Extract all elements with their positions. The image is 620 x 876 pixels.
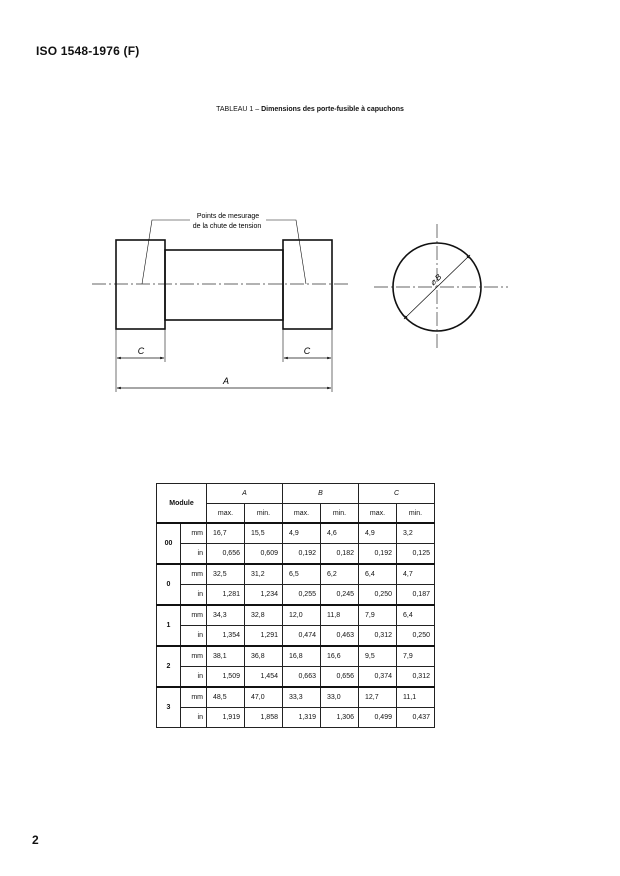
- module-cell: 3: [157, 687, 181, 728]
- value-cell: 1,858: [245, 708, 283, 728]
- value-cell: 1,454: [245, 667, 283, 688]
- table-row: [157, 687, 435, 708]
- value-cell: 3,2: [397, 523, 435, 544]
- value-cell: 7,9: [397, 646, 435, 667]
- value-cell: 0,125: [397, 544, 435, 565]
- value-cell: 1,509: [207, 667, 245, 688]
- value-cell: 1,234: [245, 585, 283, 606]
- unit-cell: in: [181, 667, 207, 688]
- value-cell: 6,2: [321, 564, 359, 585]
- value-cell: 33,0: [321, 687, 359, 708]
- value-cell: 0,499: [359, 708, 397, 728]
- value-cell: 0,609: [245, 544, 283, 565]
- dimensions-table: [156, 483, 435, 728]
- table-row: [157, 626, 435, 647]
- table-row: [157, 667, 435, 688]
- value-cell: 0,463: [321, 626, 359, 647]
- value-cell: 6,5: [283, 564, 321, 585]
- header-col-a: A: [207, 484, 283, 504]
- unit-cell: mm: [181, 564, 207, 585]
- value-cell: 0,437: [397, 708, 435, 728]
- value-cell: 48,5: [207, 687, 245, 708]
- module-cell: 00: [157, 523, 181, 564]
- value-cell: 11,1: [397, 687, 435, 708]
- subheader-cell: min.: [321, 504, 359, 524]
- module-cell: 1: [157, 605, 181, 646]
- right-cap: [283, 240, 332, 329]
- value-cell: 31,2: [245, 564, 283, 585]
- callout-leader-right: [266, 220, 306, 284]
- subheader-cell: min.: [397, 504, 435, 524]
- table-row: [157, 605, 435, 626]
- module-cell: 2: [157, 646, 181, 687]
- value-cell: 7,9: [359, 605, 397, 626]
- table-row: [157, 646, 435, 667]
- value-cell: 16,7: [207, 523, 245, 544]
- value-cell: 0,663: [283, 667, 321, 688]
- value-cell: 0,374: [359, 667, 397, 688]
- value-cell: 9,5: [359, 646, 397, 667]
- unit-cell: mm: [181, 646, 207, 667]
- value-cell: 4,9: [283, 523, 321, 544]
- table-title-prefix: TABLEAU 1 –: [216, 106, 262, 113]
- value-cell: 0,312: [359, 626, 397, 647]
- value-cell: 1,281: [207, 585, 245, 606]
- module-cell: 0: [157, 564, 181, 605]
- value-cell: 4,7: [397, 564, 435, 585]
- value-cell: 34,3: [207, 605, 245, 626]
- value-cell: 0,245: [321, 585, 359, 606]
- value-cell: 0,255: [283, 585, 321, 606]
- value-cell: 0,250: [359, 585, 397, 606]
- value-cell: 0,182: [321, 544, 359, 565]
- dim-c-right-label: C: [303, 346, 311, 356]
- value-cell: 0,656: [207, 544, 245, 565]
- table-row: [157, 544, 435, 565]
- value-cell: 4,9: [359, 523, 397, 544]
- value-cell: 32,5: [207, 564, 245, 585]
- table-row: [157, 708, 435, 728]
- left-cap: [116, 240, 165, 329]
- page-number: 2: [32, 833, 39, 847]
- dim-a-label: A: [222, 376, 230, 386]
- value-cell: 0,250: [397, 626, 435, 647]
- subheader-cell: max.: [359, 504, 397, 524]
- value-cell: 1,354: [207, 626, 245, 647]
- value-cell: 16,8: [283, 646, 321, 667]
- dim-c-left-label: C: [137, 346, 145, 356]
- value-cell: 0,474: [283, 626, 321, 647]
- value-cell: 0,656: [321, 667, 359, 688]
- callout-line-1: Points de mesurage: [196, 213, 260, 220]
- value-cell: 4,6: [321, 523, 359, 544]
- header-col-c: C: [359, 484, 435, 504]
- value-cell: 15,5: [245, 523, 283, 544]
- unit-cell: mm: [181, 523, 207, 544]
- value-cell: 1,319: [283, 708, 321, 728]
- callout-line-2: de la chute de tension: [192, 223, 262, 230]
- fuse-body: [165, 250, 283, 320]
- value-cell: 16,6: [321, 646, 359, 667]
- value-cell: 1,919: [207, 708, 245, 728]
- value-cell: 47,0: [245, 687, 283, 708]
- value-cell: 12,7: [359, 687, 397, 708]
- value-cell: 12,0: [283, 605, 321, 626]
- value-cell: 36,8: [245, 646, 283, 667]
- subheader-cell: max.: [283, 504, 321, 524]
- value-cell: 1,291: [245, 626, 283, 647]
- subheader-cell: max.: [207, 504, 245, 524]
- value-cell: 1,306: [321, 708, 359, 728]
- subheader-cell: min.: [245, 504, 283, 524]
- table-row: [157, 564, 435, 585]
- table-row: [157, 523, 435, 544]
- table-body: [157, 523, 435, 728]
- unit-cell: in: [181, 585, 207, 606]
- document-code: ISO 1548-1976 (F): [36, 44, 140, 58]
- value-cell: 0,192: [283, 544, 321, 565]
- value-cell: 0,187: [397, 585, 435, 606]
- value-cell: 0,192: [359, 544, 397, 565]
- unit-cell: in: [181, 626, 207, 647]
- value-cell: 11,8: [321, 605, 359, 626]
- header-col-b: B: [283, 484, 359, 504]
- value-cell: 32,8: [245, 605, 283, 626]
- value-cell: 33,3: [283, 687, 321, 708]
- unit-cell: in: [181, 708, 207, 728]
- diameter-label: ⌀ B: [428, 272, 444, 288]
- header-module: Module: [157, 484, 207, 524]
- table-title-text: Dimensions des porte-fusible à capuchons: [261, 106, 404, 113]
- value-cell: 6,4: [397, 605, 435, 626]
- unit-cell: mm: [181, 687, 207, 708]
- unit-cell: in: [181, 544, 207, 565]
- unit-cell: mm: [181, 605, 207, 626]
- table-row: [157, 585, 435, 606]
- callout-leader-left: [142, 220, 190, 284]
- value-cell: 38,1: [207, 646, 245, 667]
- value-cell: 6,4: [359, 564, 397, 585]
- value-cell: 0,312: [397, 667, 435, 688]
